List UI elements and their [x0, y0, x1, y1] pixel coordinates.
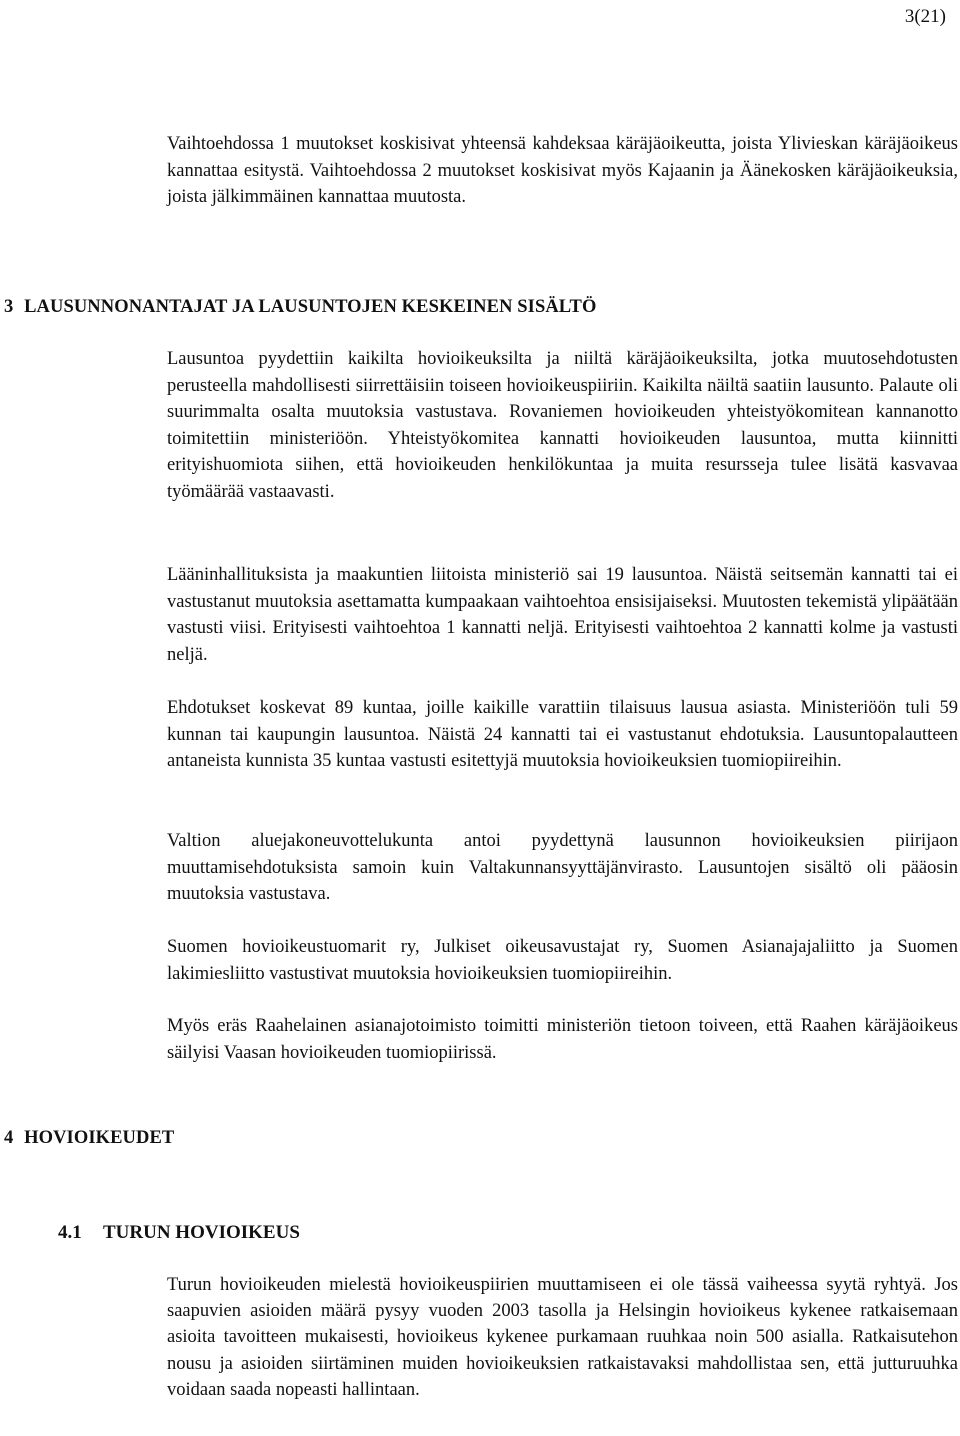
section-4-title: HOVIOIKEUDET [24, 1128, 175, 1148]
subsection-4-1-number: 4.1 [58, 1222, 82, 1243]
section-3-title: LAUSUNNONANTAJAT JA LAUSUNTOJEN KESKEINEN SISÄLTÖ [24, 297, 597, 317]
section-3-paragraph-3: Ehdotukset koskevat 89 kuntaa, joille kaikille varattiin tilaisuus lausua asiasta. Ministeriöön tuli 59 kunnan tai kaupungin lausuntoa. Näistä 24 kannatti tai ei vastustanut ehdotuksia. Lausuntopalautteen antaneista kunnista 35 kuntaa vastusti esitettyjä muutoksia hovioikeuksien tuomiopiireihin. [167, 698, 958, 772]
section-4-heading [4, 1128, 174, 1149]
intro-paragraph: Vaihtoehdossa 1 muutokset koskisivat yhteensä kahdeksaa käräjäoikeutta, joista Ylivieskan käräjäoikeus kannattaa esitystä. Vaihtoehdossa 2 muutokset koskisivat myös Kajaanin ja Äänekosken käräjäoikeuksia, joista jälkimmäinen kannattaa muutosta. [167, 134, 958, 208]
page-number: 3(21) [904, 6, 946, 27]
section-3-number: 3 [4, 297, 14, 317]
section-3-paragraph-1: Lausuntoa pyydettiin kaikilta hovioikeuksilta ja niiltä käräjäoikeuksilta, jotka muutosehdotusten perusteella mahdollisesti siirrettäisiin toiseen hovioikeuspiiriin. Kaikilta näiltä saatiin lausunto. Palaute oli suurimmalta osalta muutoksia vastustava. Rovaniemen hovioikeuden yhteistyökomitean kannanotto toimitettiin ministeriöön. Yhteistyökomitea kannatti hovioikeuden lausuntoa, mutta kiinnitti erityishuomiota siihen, että hovioikeuden henkilökuntaa ja muita resursseja tulee lisätä kasvavaa työmäärää vastaavasti. [167, 349, 958, 502]
subsection-4-1-title: TURUN HOVIOIKEUS [103, 1222, 300, 1243]
section-4-number: 4 [4, 1128, 14, 1148]
subsection-4-1-heading [58, 1222, 300, 1244]
section-3-paragraph-6: Myös eräs Raahelainen asianajotoimisto toimitti ministeriön tietoon toiveen, että Raahen käräjäoikeus säilyisi Vaasan hovioikeuden tuomiopiirissä. [167, 1016, 958, 1063]
section-3-paragraph-5: Suomen hovioikeustuomarit ry, Julkiset oikeusavustajat ry, Suomen Asianajajaliitto ja Suomen lakimiesliitto vastustivat muutoksia hovioikeuksien tuomiopiireihin. [167, 937, 958, 984]
section-3-paragraph-4: Valtion aluejakoneuvottelukunta antoi pyydettynä lausunnon hovioikeuksien piirijaon muuttamisehdotuksista samoin kuin Valtakunnansyyttäjänvirasto. Lausuntojen sisältö oli pääosin muutoksia vastustava. [167, 831, 958, 905]
subsection-4-1-paragraph: Turun hovioikeuden mielestä hovioikeuspiirien muuttamiseen ei ole tässä vaiheessa syytä ryhtyä. Jos saapuvien asioiden määrä pysyy vuoden 2003 tasolla ja Helsingin hovioikeus kykenee ratkaisemaan asioita tavoitteen mukaisesti, hovioikeus kykenee purkamaan ruuhkaa noin 500 asialla. Ratkaisutehon nousu ja asioiden siirtäminen muiden hovioikeuksien ratkaistavaksi mahdollistaa sen, että jutturuuhka voidaan saada nopeasti hallintaan. [167, 1275, 958, 1400]
section-3-heading [4, 297, 596, 318]
section-3-paragraph-2: Lääninhallituksista ja maakuntien liitoista ministeriö sai 19 lausuntoa. Näistä seitsemän kannatti tai ei vastustanut muutoksia asettamatta kumpaakaan vaihtoehtoa ensisijaiseksi. Muutosten tekemistä ylipäätään vastusti viisi. Erityisesti vaihtoehtoa 1 kannatti neljä. Erityisesti vaihtoehtoa 2 kannatti kolme ja vastusti neljä. [167, 565, 958, 665]
